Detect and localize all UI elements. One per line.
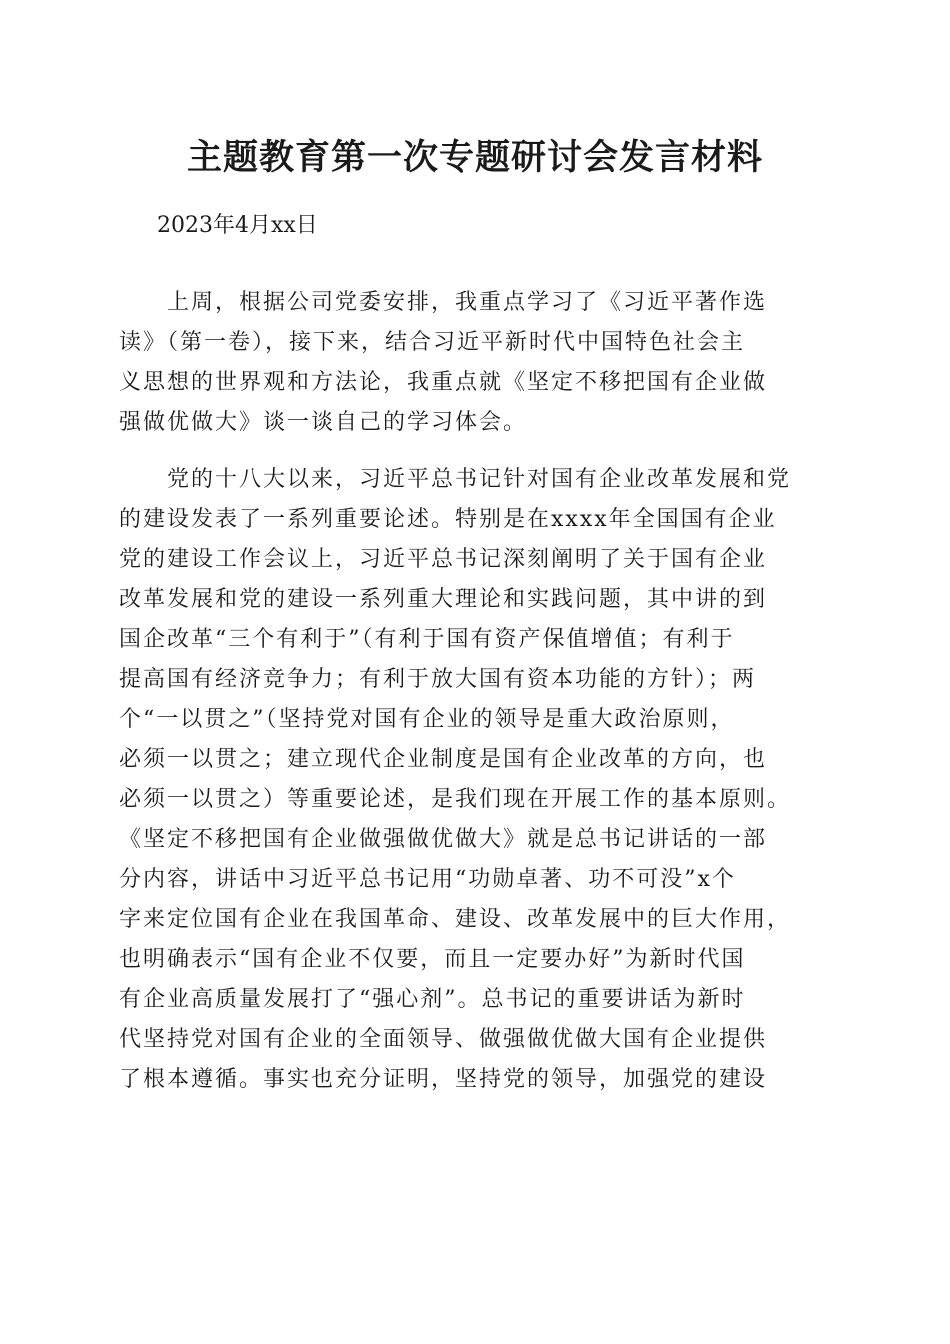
text-line: 也明确表示“国有企业不仅要，而且一定要办好”为新时代国 bbox=[119, 947, 746, 972]
document-date: 2023年4月xx日 bbox=[157, 213, 318, 238]
document-title: 主题教育第一次专题研讨会发言材料 bbox=[186, 137, 763, 178]
text-line: 上周，根据公司党委安排，我重点学习了《习近平著作选 bbox=[119, 290, 768, 315]
text-line: 字来定位国有企业在我国革命、建设、改革发展中的巨大作用， bbox=[119, 907, 792, 932]
paragraph-2 bbox=[119, 460, 839, 1100]
text-line: 代坚持党对国有企业的全面领导、做强做优做大国有企业提供 bbox=[119, 1027, 768, 1052]
text-line: 的建设发表了一系列重要论述。特别是在xxxx年全国国有企业 bbox=[119, 507, 777, 532]
text-line: 必须一以贯之）等重要论述，是我们现在开展工作的基本原则。 bbox=[119, 787, 792, 812]
text-line: 个“一以贯之”（坚持党对国有企业的领导是重大政治原则， bbox=[119, 707, 735, 732]
text-line: 改革发展和党的建设一系列重大理论和实践问题，其中讲的到 bbox=[119, 587, 768, 612]
text-line: 必须一以贯之；建立现代企业制度是国有企业改革的方向，也 bbox=[119, 747, 768, 772]
text-line: 义思想的世界观和方法论，我重点就《坚定不移把国有企业做 bbox=[119, 370, 768, 395]
paragraph-1 bbox=[119, 283, 839, 443]
text-line: 《坚定不移把国有企业做强做优做大》就是总书记讲话的一部 bbox=[119, 827, 768, 852]
text-line: 党的建设工作会议上，习近平总书记深刻阐明了关于国有企业 bbox=[119, 547, 768, 572]
text-line: 分内容，讲话中习近平总书记用“功勋卓著、功不可没”x个 bbox=[119, 867, 736, 892]
text-line: 了根本遵循。事实也充分证明，坚持党的领导，加强党的建设 bbox=[119, 1067, 768, 1092]
text-line: 国企改革“三个有利于”（有利于国有资产保值增值；有利于 bbox=[119, 627, 735, 652]
text-line: 强做优做大》谈一谈自己的学习体会。 bbox=[119, 410, 528, 435]
text-line: 读》（第一卷），接下来，结合习近平新时代中国特色社会主 bbox=[119, 330, 746, 355]
text-line: 提高国有经济竞争力；有利于放大国有资本功能的方针）；两 bbox=[119, 667, 757, 692]
text-line: 有企业高质量发展打了“强心剂”。总书记的重要讲话为新时 bbox=[119, 987, 746, 1012]
text-line: 党的十八大以来，习近平总书记针对国有企业改革发展和党 bbox=[119, 467, 792, 492]
